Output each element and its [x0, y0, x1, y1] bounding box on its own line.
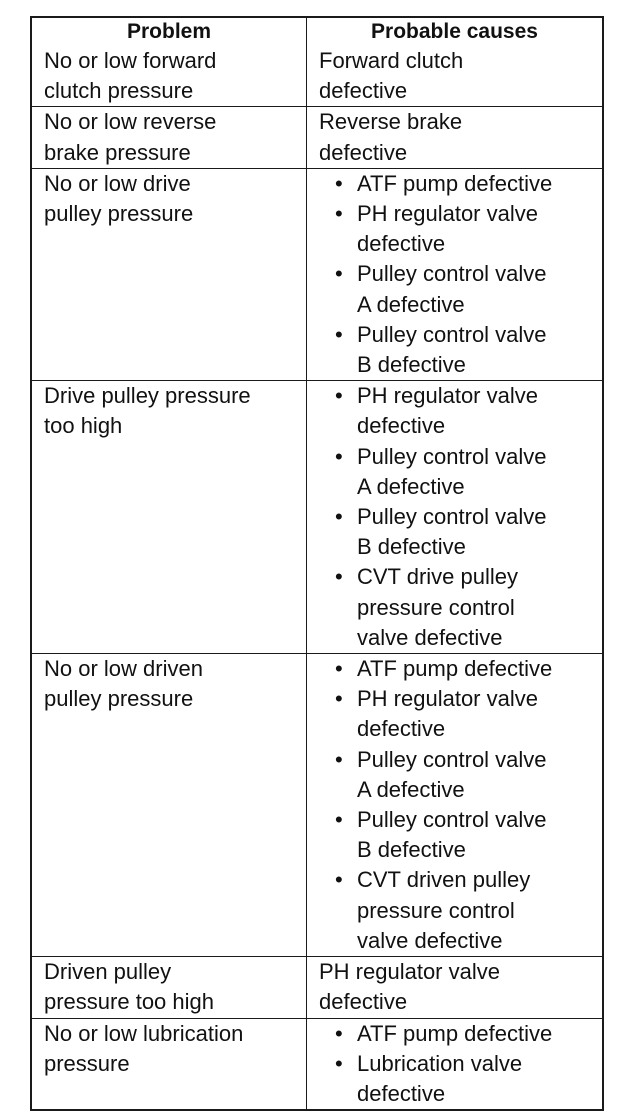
cause-text	[357, 502, 592, 562]
problem-cell	[32, 46, 307, 106]
cause-text-line: Lubrication valve	[357, 1050, 523, 1076]
cause-text: Forward clutch	[319, 48, 464, 73]
causes-list	[319, 381, 596, 653]
problem-text: Driven pulley	[44, 959, 172, 985]
causes-list	[319, 1019, 596, 1110]
bullet-icon: •	[335, 261, 343, 287]
cause-text	[357, 320, 592, 380]
cause-text-line: A defective	[357, 473, 465, 499]
cause-list-item	[333, 562, 592, 653]
cause-list-item	[333, 805, 592, 865]
table-row	[32, 956, 602, 1017]
cause-text	[357, 1019, 592, 1049]
cause-text	[357, 684, 592, 744]
problem-text: Drive pulley pressure	[44, 383, 251, 409]
cause-text-line: B defective	[357, 352, 466, 378]
cause-text-line: ATF pump defective	[357, 1020, 553, 1046]
table-row	[32, 380, 602, 653]
bullet-icon: •	[335, 321, 343, 347]
cause-text	[357, 562, 592, 653]
causes-cell	[307, 107, 602, 167]
cause-text: defective	[319, 78, 408, 104]
cause-text	[357, 381, 592, 441]
cause-text-line: defective	[357, 1080, 446, 1106]
cause-text-line: CVT drive pulley	[357, 564, 518, 590]
problem-text: too high	[44, 413, 123, 439]
cause-text-line: PH regulator valve	[357, 383, 538, 409]
cause-text-line: pressure control	[357, 897, 515, 923]
cause-list-item	[333, 442, 592, 502]
cause-list-item	[333, 684, 592, 744]
problem-text: No or low forward	[44, 48, 217, 73]
causes-list	[319, 654, 596, 956]
cause-list-item	[333, 865, 592, 956]
cause-text-line: Pulley control valve	[357, 504, 547, 530]
cause-text	[357, 805, 592, 865]
bullet-icon: •	[335, 504, 343, 530]
causes-cell	[307, 654, 602, 956]
problem-text: No or low reverse	[44, 109, 217, 135]
problem-text: pressure too high	[44, 989, 214, 1015]
cause-list-item	[333, 320, 592, 380]
bullet-icon: •	[335, 1020, 343, 1046]
cause-text	[357, 745, 592, 805]
cause-text-line: Pulley control valve	[357, 261, 547, 287]
table-row	[32, 1018, 602, 1110]
problem-text: pressure	[44, 1050, 130, 1076]
problem-cell	[32, 957, 307, 1017]
cause-text-line: CVT driven pulley	[357, 867, 531, 893]
cause-text-line: defective	[357, 231, 446, 257]
cause-text-line: valve defective	[357, 624, 503, 650]
table-row	[32, 653, 602, 956]
cause-text-line: valve defective	[357, 927, 503, 953]
header-probable-causes: Probable causes	[371, 20, 538, 43]
cause-text: defective	[319, 989, 408, 1015]
cause-text-line: Pulley control valve	[357, 443, 547, 469]
problem-text: No or low lubrication	[44, 1020, 244, 1046]
causes-cell	[307, 381, 602, 653]
table-header-row	[32, 18, 602, 46]
troubleshooting-table	[30, 16, 604, 1111]
cause-text	[357, 259, 592, 319]
bullet-icon: •	[335, 383, 343, 409]
cause-list-item	[333, 1019, 592, 1049]
table-row	[32, 46, 602, 106]
cause-text	[357, 1049, 592, 1109]
cause-list-item	[333, 259, 592, 319]
bullet-icon: •	[335, 443, 343, 469]
cause-list-item	[333, 502, 592, 562]
cause-text	[357, 169, 592, 199]
bullet-icon: •	[335, 170, 343, 196]
cause-list-item	[333, 199, 592, 259]
problem-text: brake pressure	[44, 139, 191, 165]
cause-text-line: ATF pump defective	[357, 170, 553, 196]
cause-text	[357, 199, 592, 259]
cause-text-line: PH regulator valve	[357, 686, 538, 712]
causes-cell	[307, 169, 602, 380]
cause-text-line: B defective	[357, 837, 466, 863]
bullet-icon: •	[335, 867, 343, 893]
bullet-icon: •	[335, 564, 343, 590]
cause-text-line: B defective	[357, 534, 466, 560]
cause-text-line: A defective	[357, 291, 465, 317]
cause-list-item	[333, 381, 592, 441]
problem-cell	[32, 654, 307, 956]
bullet-icon: •	[335, 807, 343, 833]
causes-cell	[307, 46, 602, 106]
cause-text-line: ATF pump defective	[357, 656, 553, 682]
cause-list-item	[333, 745, 592, 805]
bullet-icon: •	[335, 746, 343, 772]
cause-text-line: defective	[357, 716, 446, 742]
cause-text	[357, 654, 592, 684]
problem-text: pulley pressure	[44, 686, 194, 712]
problem-cell	[32, 107, 307, 167]
bullet-icon: •	[335, 656, 343, 682]
causes-cell	[307, 957, 602, 1017]
causes-list	[319, 169, 596, 380]
cause-text-line: PH regulator valve	[357, 201, 538, 227]
cause-text-line: pressure control	[357, 594, 515, 620]
bullet-icon: •	[335, 686, 343, 712]
cause-list-item	[333, 654, 592, 684]
cause-list-item	[333, 1049, 592, 1109]
cause-text: defective	[319, 139, 408, 165]
bullet-icon: •	[335, 1050, 343, 1076]
problem-text: No or low drive	[44, 170, 191, 196]
causes-cell	[307, 1019, 602, 1110]
header-problem: Problem	[32, 18, 307, 46]
problem-cell	[32, 169, 307, 380]
cause-text-line: Pulley control valve	[357, 807, 547, 833]
cause-text	[357, 442, 592, 502]
problem-text: clutch pressure	[44, 78, 194, 104]
cause-list-item	[333, 169, 592, 199]
problem-text: No or low driven	[44, 656, 203, 682]
problem-cell	[32, 1019, 307, 1110]
problem-text: pulley pressure	[44, 201, 194, 227]
bullet-icon: •	[335, 201, 343, 227]
table-row	[32, 106, 602, 167]
cause-text-line: A defective	[357, 776, 465, 802]
cause-text: Reverse brake	[319, 109, 463, 135]
cause-text	[357, 865, 592, 956]
table-body	[32, 46, 602, 1109]
cause-text-line: Pulley control valve	[357, 746, 547, 772]
table-row	[32, 168, 602, 380]
cause-text-line: Pulley control valve	[357, 321, 547, 347]
problem-cell	[32, 381, 307, 653]
cause-text-line: defective	[357, 413, 446, 439]
cause-text: PH regulator valve	[319, 959, 500, 985]
